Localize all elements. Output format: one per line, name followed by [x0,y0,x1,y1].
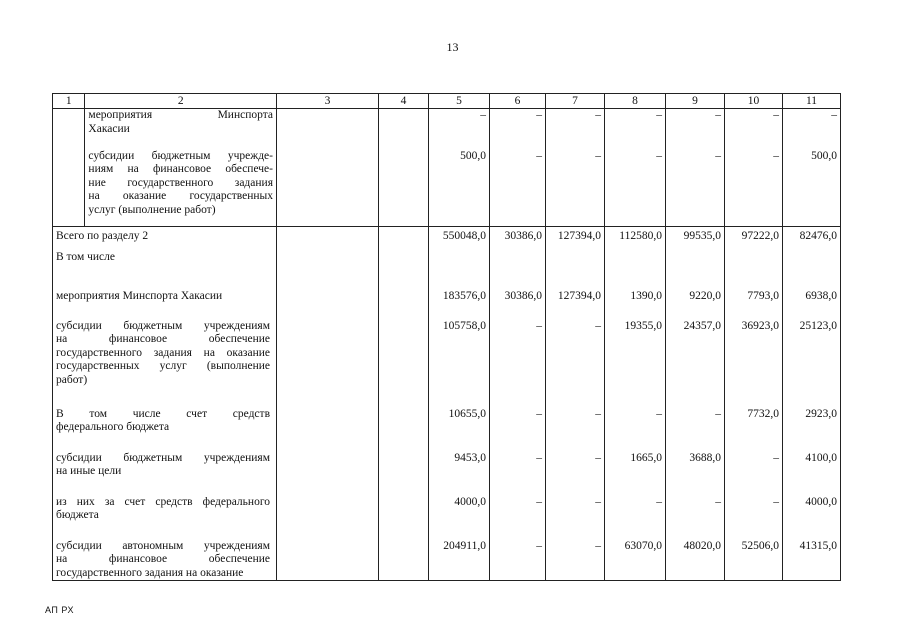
value-cell-col5 [429,493,490,537]
description-line: ниям на финансовое обеспече- [88,163,273,175]
description-line: на оказание государственных [88,190,273,202]
value-cell-col10 [725,227,783,251]
value-cell-col10 [725,109,783,147]
numeric-value: 48020,0 [683,539,721,552]
value-cell-col7 [546,109,605,147]
dash-value: – [656,495,662,508]
value-cell-col7 [546,251,605,287]
value-cell-col8 [605,449,666,493]
description-line: государственного задания на оказание [56,566,244,579]
description-line: государственного задания на оказание [56,346,270,359]
numeric-value: 63070,0 [624,539,662,552]
dash-value: – [773,451,779,464]
header-row [53,94,841,109]
description-cell [53,251,277,287]
value-cell-col5 [429,537,490,581]
numeric-value: 9453,0 [454,451,486,464]
description-cell [53,317,277,405]
empty-cell-col4 [379,317,429,405]
value-cell-col6 [490,449,546,493]
budget-table [52,93,841,581]
empty-cell-col3 [277,317,379,405]
dash-value: – [595,539,601,552]
dash-value: – [831,109,837,121]
numeric-value: 82476,0 [799,230,837,242]
value-cell-col5 [429,109,490,147]
empty-cell-col3 [277,109,379,147]
dash-value: – [480,109,486,121]
numeric-value: 19355,0 [624,319,662,332]
header-cell-8: 8 [605,94,666,109]
numeric-value: 127394,0 [557,230,601,242]
value-cell-col10 [725,251,783,287]
value-cell-col8 [605,493,666,537]
description-line: субсидии бюджетным учреждениям [56,319,270,332]
description-line: бюджета [56,509,99,521]
table-row [53,317,841,405]
numeric-value: 500,0 [460,149,486,162]
empty-cell-col3 [277,147,379,227]
value-cell-col6 [490,251,546,287]
numeric-value: 4000,0 [805,495,837,508]
value-cell-col9 [666,227,725,251]
value-cell-col5 [429,147,490,227]
value-cell-col6 [490,317,546,405]
empty-cell-col3 [277,405,379,449]
header-cell-5: 5 [429,94,490,109]
dash-value: – [773,149,779,162]
description-cell [85,147,277,227]
empty-cell-col4 [379,227,429,251]
description-line: работ) [56,373,88,386]
value-cell-col10 [725,449,783,493]
value-cell-col11 [783,317,841,405]
value-cell-col9 [666,493,725,537]
numeric-value: 1390,0 [630,289,662,302]
description-line: субсидии бюджетным учреждениям [56,451,270,464]
table-row [53,251,841,287]
header-cell-1: 1 [53,94,85,109]
col1-cell [53,147,85,227]
dash-value: – [715,109,721,121]
empty-cell-col3 [277,227,379,251]
value-cell-col7 [546,493,605,537]
description-line: на иные цели [56,465,122,477]
value-cell-col10 [725,405,783,449]
value-cell-col7 [546,227,605,251]
dash-value: – [773,109,779,121]
value-cell-col5 [429,317,490,405]
description-line: мероприятия Минспорта [88,109,273,121]
value-cell-col9 [666,287,725,317]
value-cell-col10 [725,537,783,581]
header-cell-4: 4 [379,94,429,109]
value-cell-col5 [429,251,490,287]
description-line: Всего по разделу 2 [56,230,149,242]
numeric-value: 9220,0 [689,289,721,302]
value-cell-col6 [490,405,546,449]
table-row [53,227,841,251]
table-row [53,493,841,537]
description-line: ние государственного задания [88,176,273,189]
value-cell-col9 [666,109,725,147]
value-cell-col10 [725,317,783,405]
description-cell [53,287,277,317]
dash-value: – [715,149,721,162]
description-cell [53,405,277,449]
value-cell-col8 [605,147,666,227]
numeric-value: 105758,0 [442,319,486,332]
value-cell-col11 [783,287,841,317]
value-cell-col9 [666,449,725,493]
numeric-value: 4000,0 [454,495,486,508]
value-cell-col11 [783,251,841,287]
description-line: В том числе счет средств [56,407,270,420]
numeric-value: 7732,0 [747,407,779,420]
value-cell-col11 [783,405,841,449]
value-cell-col5 [429,449,490,493]
table-row [53,287,841,317]
table-row [53,537,841,581]
value-cell-col11 [783,227,841,251]
dash-value: – [656,407,662,420]
header-cell-2: 2 [85,94,277,109]
value-cell-col11 [783,147,841,227]
header-cell-7: 7 [546,94,605,109]
empty-cell-col4 [379,493,429,537]
table-row [53,147,841,227]
value-cell-col5 [429,287,490,317]
description-line: В том числе [56,250,115,263]
description-cell [53,493,277,537]
dash-value: – [715,495,721,508]
value-cell-col7 [546,405,605,449]
value-cell-col6 [490,537,546,581]
dash-value: – [536,451,542,464]
empty-cell-col3 [277,287,379,317]
empty-cell-col4 [379,147,429,227]
value-cell-col8 [605,405,666,449]
numeric-value: 112580,0 [619,230,662,242]
table-row [53,449,841,493]
numeric-value: 550048,0 [442,230,486,242]
value-cell-col5 [429,405,490,449]
numeric-value: 30386,0 [504,230,542,242]
description-line: из них за счет средств федерального [56,495,270,508]
value-cell-col6 [490,109,546,147]
description-line: Хакасии [88,122,130,135]
value-cell-col7 [546,287,605,317]
numeric-value: 3688,0 [689,451,721,464]
description-line: федерального бюджета [56,421,170,433]
numeric-value: 4100,0 [805,451,837,464]
numeric-value: 6938,0 [805,289,837,302]
header-cell-10: 10 [725,94,783,109]
value-cell-col6 [490,493,546,537]
dash-value: – [536,539,542,552]
value-cell-col8 [605,317,666,405]
value-cell-col9 [666,317,725,405]
value-cell-col7 [546,449,605,493]
value-cell-col11 [783,493,841,537]
value-cell-col5 [429,227,490,251]
empty-cell-col4 [379,537,429,581]
header-cell-9: 9 [666,94,725,109]
numeric-value: 2923,0 [805,407,837,420]
dash-value: – [595,495,601,508]
description-cell [53,449,277,493]
empty-cell-col4 [379,109,429,147]
empty-cell-col4 [379,251,429,287]
numeric-value: 500,0 [811,149,837,162]
value-cell-col11 [783,537,841,581]
numeric-value: 183576,0 [442,289,486,302]
empty-cell-col3 [277,251,379,287]
numeric-value: 36923,0 [741,319,779,332]
numeric-value: 1665,0 [630,451,662,464]
empty-cell-col3 [277,449,379,493]
description-line: на финансовое обеспечение [56,333,270,345]
page-number: 13 [446,40,459,54]
description-line: услуг (выполнение работ) [88,203,216,216]
numeric-value: 127394,0 [557,289,601,302]
dash-value: – [536,109,542,121]
value-cell-col8 [605,109,666,147]
value-cell-col8 [605,287,666,317]
dash-value: – [536,319,542,332]
value-cell-col10 [725,287,783,317]
value-cell-col7 [546,537,605,581]
value-cell-col9 [666,147,725,227]
description-line: мероприятия Минспорта Хакасии [56,289,223,302]
description-cell [85,109,277,147]
dash-value: – [536,149,542,162]
numeric-value: 24357,0 [683,319,721,332]
description-line: государственных услуг (выполнение [56,360,270,372]
dash-value: – [536,407,542,420]
value-cell-col9 [666,251,725,287]
numeric-value: 41315,0 [799,539,837,552]
header-cell-6: 6 [490,94,546,109]
description-line: субсидии бюджетным учрежде- [88,149,273,162]
numeric-value: 97222,0 [741,230,779,242]
empty-cell-col3 [277,537,379,581]
value-cell-col11 [783,109,841,147]
description-line: на финансовое обеспечение [56,553,270,565]
description-cell [53,227,277,251]
dash-value: – [595,451,601,464]
numeric-value: 7793,0 [747,289,779,302]
numeric-value: 30386,0 [504,289,542,302]
value-cell-col7 [546,317,605,405]
header-cell-3: 3 [277,94,379,109]
description-cell [53,537,277,581]
dash-value: – [656,149,662,162]
dash-value: – [595,407,601,420]
footer-label: АП РХ [45,605,74,615]
value-cell-col9 [666,537,725,581]
empty-cell-col4 [379,449,429,493]
numeric-value: 99535,0 [683,230,721,242]
value-cell-col8 [605,537,666,581]
value-cell-col11 [783,449,841,493]
value-cell-col6 [490,287,546,317]
numeric-value: 10655,0 [448,407,486,420]
header-cell-11: 11 [783,94,841,109]
dash-value: – [595,109,601,121]
value-cell-col7 [546,147,605,227]
dash-value: – [656,109,662,121]
dash-value: – [773,495,779,508]
table-row [53,109,841,147]
numeric-value: 25123,0 [799,319,837,332]
value-cell-col6 [490,227,546,251]
value-cell-col6 [490,147,546,227]
dash-value: – [536,495,542,508]
empty-cell-col3 [277,493,379,537]
value-cell-col10 [725,147,783,227]
dash-value: – [715,407,721,420]
numeric-value: 204911,0 [443,539,486,552]
value-cell-col8 [605,251,666,287]
table-row [53,405,841,449]
empty-cell-col4 [379,287,429,317]
dash-value: – [595,149,601,162]
value-cell-col10 [725,493,783,537]
empty-cell-col4 [379,405,429,449]
numeric-value: 52506,0 [741,539,779,552]
dash-value: – [595,319,601,332]
value-cell-col9 [666,405,725,449]
value-cell-col8 [605,227,666,251]
description-line: субсидии автономным учреждениям [56,539,270,552]
col1-cell [53,109,85,147]
